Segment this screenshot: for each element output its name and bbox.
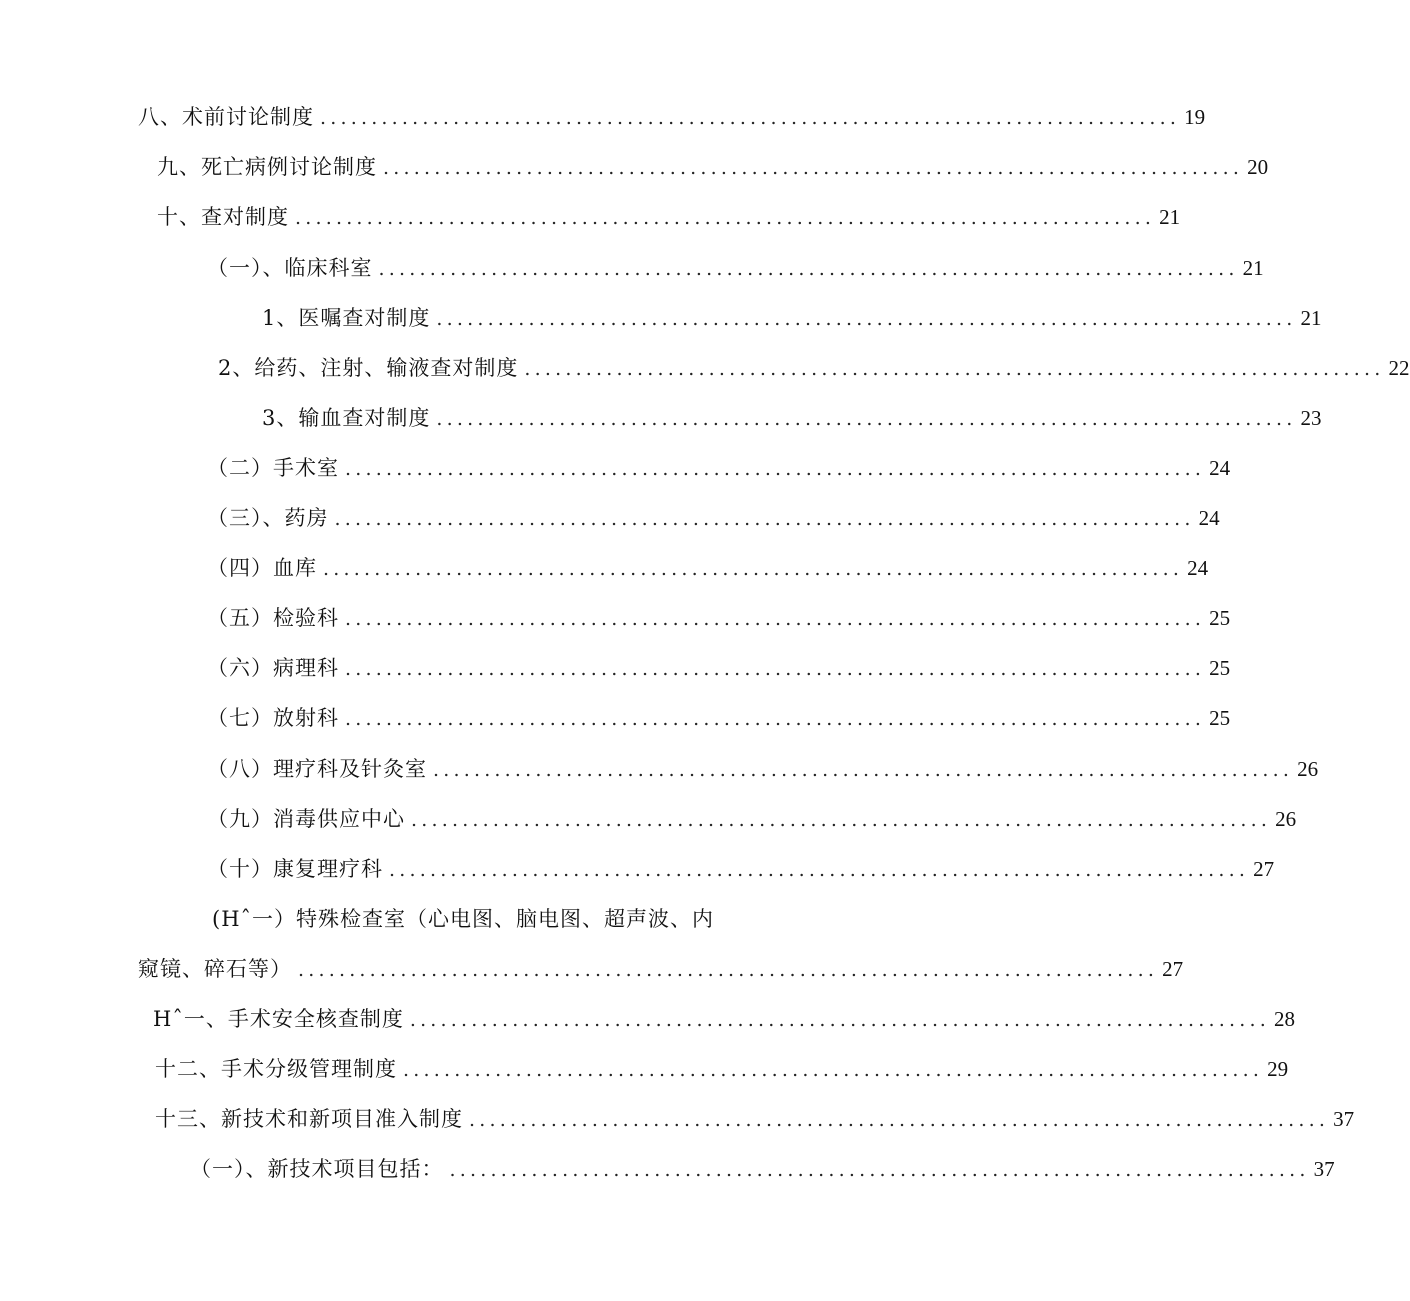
toc-entry-page: 19 [1184, 105, 1206, 129]
toc-leader-dots: .................................................................................... [323, 558, 1184, 580]
toc-entry[interactable] [207, 754, 1319, 784]
toc-leader-dots: .................................................................................... [334, 508, 1195, 530]
toc-entry-page: 23 [1300, 406, 1322, 430]
toc-leader-dots: .................................................................................... [345, 658, 1206, 680]
toc-leader-dots: .................................................................................... [403, 1059, 1264, 1081]
toc-leader-dots: .................................................................................... [469, 1109, 1330, 1131]
toc-leader-dots: .................................................................................... [411, 809, 1272, 831]
toc-entry[interactable] [207, 703, 1231, 733]
toc-entry-title: （四）血库 [207, 556, 317, 580]
toc-entry-page: 21 [1300, 306, 1322, 330]
toc-leader-dots: .................................................................................... [436, 308, 1297, 330]
toc-entry[interactable] [262, 403, 1322, 433]
toc-entry[interactable] [155, 1054, 1289, 1084]
toc-entry[interactable] [262, 303, 1322, 333]
toc-entry-title: 窥镜、碎石等） [138, 957, 292, 981]
toc-entry-page: 21 [1242, 256, 1264, 280]
toc-entry[interactable] [138, 954, 1184, 984]
toc-entry-page: 21 [1159, 205, 1181, 229]
toc-entry[interactable] [207, 503, 1220, 533]
toc-entry-title: （七）放射科 [207, 706, 339, 730]
toc-entry-page: 28 [1273, 1007, 1295, 1031]
toc-entry-page: 29 [1267, 1057, 1289, 1081]
toc-entry-title: 九、死亡病例讨论制度 [157, 155, 377, 179]
toc-entry-title: （六）病理科 [207, 656, 339, 680]
toc-entry-title: 3、输血查对制度 [262, 406, 431, 430]
toc-entry-title: （一）、临床科室 [207, 256, 373, 280]
toc-entry[interactable] [207, 854, 1275, 884]
toc-leader-dots: .................................................................................... [436, 408, 1297, 430]
toc-entry[interactable] [207, 253, 1264, 283]
toc-entry-title: （二）手术室 [207, 456, 339, 480]
toc-entry-title: 八、术前讨论制度 [138, 105, 314, 129]
toc-entry-page: 37 [1313, 1157, 1335, 1181]
toc-entry-page: 27 [1253, 857, 1275, 881]
toc-leader-dots: .................................................................................... [383, 157, 1244, 179]
toc-leader-dots: .................................................................................... [345, 708, 1206, 730]
toc-entry-page: 37 [1333, 1107, 1355, 1131]
toc-leader-dots: .................................................................................... [389, 859, 1250, 881]
toc-entry-title: (Hˆ一）特殊检查室（心电图、脑电图、超声波、内 [212, 907, 715, 931]
toc-entry-page: 24 [1198, 506, 1220, 530]
toc-entry-title: 十二、手术分级管理制度 [155, 1057, 397, 1081]
toc-entry[interactable] [157, 152, 1269, 182]
toc-entry-page: 22 [1388, 356, 1410, 380]
toc-entry[interactable] [207, 453, 1231, 483]
toc-entry-title: 2、给药、注射、输液查对制度 [218, 356, 519, 380]
toc-entry-page: 27 [1162, 957, 1184, 981]
toc-leader-dots: .................................................................................... [378, 258, 1239, 280]
toc-entry-page: 24 [1209, 456, 1231, 480]
toc-entry-page: 25 [1209, 606, 1231, 630]
toc-entry-wrapped-first-line[interactable] [212, 904, 714, 934]
toc-leader-dots: .................................................................................... [345, 458, 1206, 480]
toc-leader-dots: .................................................................................... [433, 759, 1294, 781]
toc-entry[interactable] [153, 1004, 1295, 1034]
toc-entry[interactable] [207, 653, 1231, 683]
toc-entry[interactable] [155, 1104, 1355, 1134]
toc-entry-title: （八）理疗科及针灸室 [207, 757, 427, 781]
toc-entry-page: 24 [1187, 556, 1209, 580]
toc-entry-title: （一）、新技术项目包括： [190, 1157, 444, 1181]
toc-entry[interactable] [190, 1154, 1335, 1184]
toc-entry-page: 26 [1297, 757, 1319, 781]
toc-entry-title: （三）、药房 [207, 506, 329, 530]
toc-entry[interactable] [207, 804, 1297, 834]
toc-entry-page: 25 [1209, 656, 1231, 680]
toc-leader-dots: .................................................................................... [524, 358, 1385, 380]
toc-entry-title: 十三、新技术和新项目准入制度 [155, 1107, 463, 1131]
toc-entry-title: （十）康复理疗科 [207, 857, 383, 881]
toc-entry-title: 1、医嘱查对制度 [262, 306, 431, 330]
toc-leader-dots: .................................................................................... [409, 1009, 1270, 1031]
toc-entry-page: 25 [1209, 706, 1231, 730]
toc-entry[interactable] [157, 202, 1181, 232]
toc-entry[interactable] [138, 102, 1206, 132]
toc-entry[interactable] [218, 353, 1410, 383]
toc-entry-title: （九）消毒供应中心 [207, 807, 405, 831]
toc-leader-dots: .................................................................................... [295, 207, 1156, 229]
toc-entry[interactable] [207, 603, 1231, 633]
toc-leader-dots: .................................................................................... [298, 959, 1159, 981]
toc-leader-dots: .................................................................................... [449, 1159, 1310, 1181]
toc-entry-title: （五）检验科 [207, 606, 339, 630]
toc-entry[interactable] [207, 553, 1209, 583]
toc-entry-page: 26 [1275, 807, 1297, 831]
toc-leader-dots: .................................................................................... [320, 107, 1181, 129]
toc-entry-title: Hˆ一、手术安全核查制度 [153, 1007, 404, 1031]
toc-entry-page: 20 [1247, 155, 1269, 179]
toc-entry-title: 十、查对制度 [157, 205, 289, 229]
toc-leader-dots: .................................................................................... [345, 608, 1206, 630]
